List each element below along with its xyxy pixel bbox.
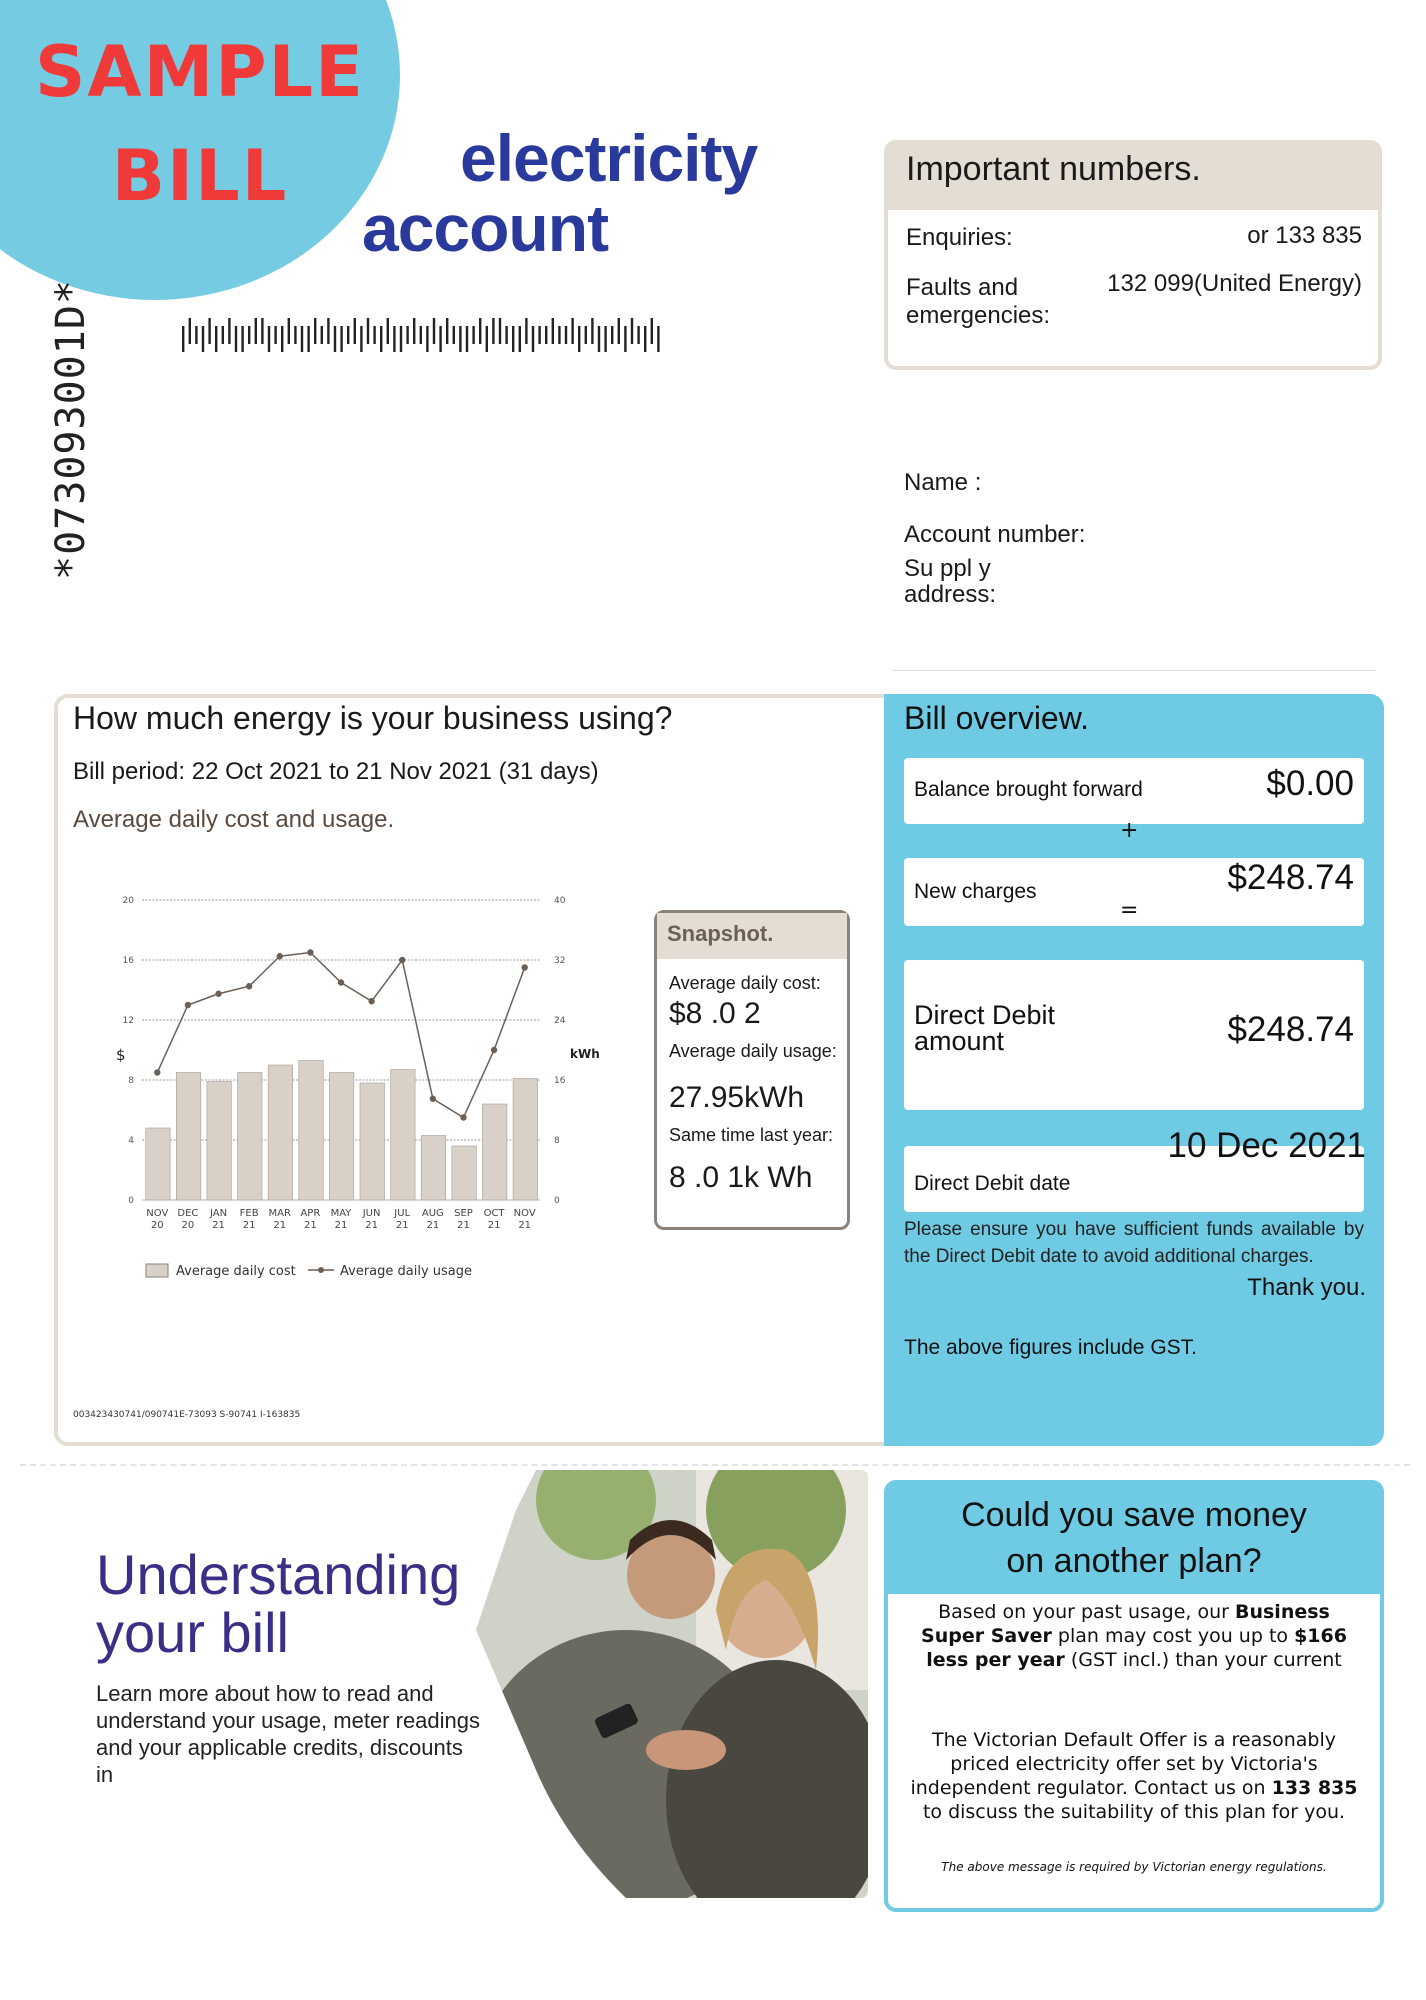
faults-phone-number: 132 099 bbox=[1107, 270, 1194, 297]
barcode-bar bbox=[519, 326, 521, 352]
x-tick-year: 21 bbox=[487, 1220, 501, 1231]
barcode-bar bbox=[453, 326, 455, 344]
barcode-bar bbox=[426, 326, 428, 352]
barcode-bar bbox=[248, 326, 250, 344]
understanding-title-line-2: your bill bbox=[96, 1601, 289, 1664]
divider bbox=[892, 670, 1376, 671]
barcode-bar bbox=[459, 326, 461, 352]
barcode-bar bbox=[235, 326, 237, 352]
brand-logo-line-1: electricity bbox=[460, 121, 758, 195]
barcode-bar bbox=[222, 326, 224, 344]
gst-note: The above figures include GST. bbox=[904, 1336, 1197, 1359]
x-tick-month: MAR bbox=[268, 1208, 291, 1219]
important-numbers-title: Important numbers. bbox=[888, 144, 1378, 210]
cost-bar bbox=[268, 1065, 292, 1200]
y-tick-right: 16 bbox=[554, 1076, 566, 1086]
x-tick-year: 21 bbox=[334, 1220, 348, 1231]
understanding-title bbox=[96, 1543, 461, 1664]
side-reference-code: *073093001D* bbox=[48, 279, 94, 580]
barcode-bar bbox=[255, 318, 257, 344]
x-tick-year: 21 bbox=[457, 1220, 470, 1231]
cost-bar bbox=[421, 1136, 445, 1201]
faults-label-line-2: emergencies: bbox=[906, 302, 1051, 329]
barcode-bar bbox=[208, 318, 210, 344]
save-money-offer bbox=[908, 1600, 1360, 1672]
barcode-bar bbox=[486, 326, 488, 352]
barcode-bar bbox=[387, 318, 389, 344]
y-tick-right: 24 bbox=[554, 1016, 566, 1026]
snapshot-title: Snapshot. bbox=[657, 913, 847, 959]
important-numbers-panel bbox=[884, 140, 1382, 370]
usage-point bbox=[368, 998, 374, 1004]
barcode-bar bbox=[631, 318, 633, 344]
offer-text-e: (GST incl.) than your current bbox=[1064, 1649, 1342, 1671]
y-axis-right-label: kWh bbox=[570, 1047, 600, 1061]
usage-point bbox=[521, 964, 527, 970]
barcode-bar bbox=[327, 318, 329, 344]
faults-phone[interactable] bbox=[1107, 270, 1362, 298]
usage-point bbox=[307, 949, 313, 955]
y-tick-left: 20 bbox=[122, 896, 134, 906]
new-charges-value: $248.74 bbox=[1227, 858, 1354, 897]
barcode-bar bbox=[611, 326, 613, 344]
legend-usage-label: Average daily usage bbox=[340, 1264, 473, 1279]
snapshot-card bbox=[654, 910, 850, 1230]
barcode-bar bbox=[321, 326, 323, 344]
barcode-bar bbox=[228, 318, 230, 344]
barcode-bar bbox=[446, 318, 448, 344]
snapshot-cost-label: Average daily cost: bbox=[669, 973, 821, 993]
cost-bar bbox=[452, 1146, 476, 1200]
barcode-bar bbox=[360, 326, 362, 352]
barcode-bar bbox=[347, 326, 349, 344]
barcode-bar bbox=[340, 326, 342, 352]
x-tick-month: JAN bbox=[209, 1208, 228, 1219]
x-tick-month: FEB bbox=[239, 1208, 259, 1219]
barcode-bar bbox=[294, 326, 296, 344]
save-title-line-2: on another plan? bbox=[1006, 1542, 1262, 1580]
bill-overview-title: Bill overview. bbox=[904, 700, 1089, 736]
offer-text-a: Based on your past usage, our bbox=[938, 1601, 1235, 1623]
barcode-bar bbox=[413, 318, 415, 344]
barcode-bar bbox=[334, 326, 336, 352]
y-tick-left: 4 bbox=[128, 1136, 134, 1146]
barcode-bar bbox=[354, 318, 356, 344]
enquiries-row bbox=[888, 210, 1378, 270]
postal-barcode bbox=[180, 318, 670, 352]
x-tick-year: 21 bbox=[273, 1220, 287, 1231]
cost-bar bbox=[513, 1079, 537, 1201]
barcode-bar bbox=[479, 318, 481, 344]
cost-bar bbox=[207, 1082, 231, 1201]
barcode-bar bbox=[261, 318, 263, 344]
snapshot-cost-value: $8 .0 2 bbox=[669, 997, 761, 1030]
usage-point bbox=[185, 1002, 191, 1008]
barcode-bar bbox=[301, 326, 303, 352]
x-tick-month: AUG bbox=[421, 1208, 444, 1219]
x-tick-year: 21 bbox=[426, 1220, 440, 1231]
understanding-body: Learn more about how to read and understand your usage, meter readings and your applicable credits, discounts in bbox=[96, 1681, 481, 1787]
barcode-bar bbox=[598, 326, 600, 352]
usage-point bbox=[491, 1047, 497, 1053]
barcode-bar bbox=[499, 318, 501, 344]
supply-address-label bbox=[904, 556, 996, 608]
barcode-bar bbox=[552, 318, 554, 344]
usage-point bbox=[246, 983, 252, 989]
barcode-bar bbox=[202, 326, 204, 352]
sample-line-2: BILL bbox=[111, 135, 289, 217]
vdo-phone[interactable]: 133 835 bbox=[1271, 1777, 1358, 1799]
barcode-bar bbox=[618, 318, 620, 344]
barcode-bar bbox=[288, 318, 290, 344]
cost-bar bbox=[299, 1061, 323, 1201]
faults-row bbox=[888, 270, 1378, 350]
x-tick-year: 21 bbox=[212, 1220, 225, 1231]
barcode-bar bbox=[241, 326, 243, 352]
x-tick-month: NOV bbox=[513, 1208, 536, 1219]
barcode-bar bbox=[466, 326, 468, 352]
barcode-bar bbox=[604, 326, 606, 352]
barcode-bar bbox=[367, 318, 369, 344]
balance-forward-card bbox=[904, 758, 1364, 824]
barcode-bar bbox=[406, 326, 408, 344]
usage-point bbox=[215, 991, 221, 997]
usage-point bbox=[399, 957, 405, 963]
legend-usage-marker bbox=[318, 1267, 324, 1273]
cost-bar bbox=[391, 1070, 415, 1201]
sample-line-1: SAMPLE bbox=[35, 31, 365, 113]
barcode-bar bbox=[400, 326, 402, 352]
energy-section-title: How much energy is your business using? bbox=[73, 700, 673, 736]
barcode-bar bbox=[380, 326, 382, 352]
name-label: Name : bbox=[904, 469, 982, 496]
usage-point bbox=[430, 1096, 436, 1102]
cost-bar bbox=[360, 1083, 384, 1200]
x-tick-month: JUL bbox=[394, 1208, 411, 1219]
save-money-panel bbox=[884, 1480, 1384, 1912]
snapshot-usage-label: Average daily usage: bbox=[669, 1041, 837, 1061]
barcode-bar bbox=[433, 318, 435, 344]
legend-cost-label: Average daily cost bbox=[176, 1264, 296, 1279]
brand-logo-line-2: account bbox=[362, 191, 609, 265]
barcode-bar bbox=[314, 318, 316, 344]
barcode-bar bbox=[525, 318, 527, 344]
balance-forward-value: $0.00 bbox=[1266, 764, 1354, 803]
barcode-bar bbox=[393, 326, 395, 352]
x-tick-month: MAY bbox=[330, 1208, 352, 1219]
barcode-bar bbox=[189, 318, 191, 344]
usage-point bbox=[277, 953, 283, 959]
x-tick-year: 20 bbox=[150, 1220, 164, 1231]
cost-bar bbox=[238, 1073, 262, 1201]
barcode-bar bbox=[651, 318, 653, 344]
snapshot-usage-value: 27.95kWh bbox=[669, 1081, 805, 1114]
dd-amount-label-line-1: Direct Debit bbox=[914, 1000, 1056, 1030]
barcode-bar bbox=[512, 326, 514, 352]
balance-forward-label: Balance brought forward bbox=[914, 778, 1143, 801]
equals-sign: = bbox=[1120, 898, 1139, 923]
barcode-bar bbox=[585, 326, 587, 344]
x-tick-year: 21 bbox=[304, 1220, 317, 1231]
y-tick-right: 32 bbox=[554, 956, 566, 966]
barcode-bar bbox=[274, 326, 276, 344]
enquiries-phone[interactable]: or 133 835 bbox=[1247, 222, 1362, 249]
new-charges-label: New charges bbox=[914, 880, 1037, 903]
direct-debit-amount-value: $248.74 bbox=[1227, 1010, 1354, 1049]
barcode-bar bbox=[624, 326, 626, 352]
save-title-line-1: Could you save money bbox=[961, 1496, 1307, 1534]
x-tick-year: 21 bbox=[365, 1220, 378, 1231]
save-money-title bbox=[888, 1484, 1380, 1594]
barcode-bar bbox=[538, 326, 540, 344]
regulation-note: The above message is required by Victorian energy regulations. bbox=[941, 1860, 1327, 1874]
y-tick-left: 0 bbox=[128, 1196, 134, 1206]
barcode-bar bbox=[558, 326, 560, 344]
x-tick-year: 20 bbox=[181, 1220, 195, 1231]
x-tick-year: 21 bbox=[242, 1220, 256, 1231]
sample-bill-stamp bbox=[30, 20, 370, 228]
barcode-bar bbox=[215, 326, 217, 352]
barcode-bar bbox=[195, 326, 197, 344]
direct-debit-date-value: 10 Dec 2021 bbox=[1167, 1126, 1366, 1165]
tear-off-divider bbox=[20, 1464, 1410, 1466]
reference-footer-code: 003423430741/090741E-73093 S-90741 I-163835 bbox=[73, 1410, 301, 1420]
vdo-text-c: to discuss the suitability of this plan for you. bbox=[922, 1801, 1346, 1823]
barcode-bar bbox=[268, 326, 270, 352]
vdo-text-a: The Victorian Default Offer is a reasonably priced electricity offer set by Victoria's independent regulator. Contact us on bbox=[910, 1729, 1337, 1799]
barcode-bar bbox=[439, 326, 441, 352]
barcode-bar bbox=[571, 318, 573, 344]
victorian-default-offer bbox=[908, 1728, 1360, 1824]
x-tick-month: OCT bbox=[483, 1208, 505, 1219]
cost-bar bbox=[176, 1073, 200, 1201]
barcode-bar bbox=[565, 326, 567, 344]
y-tick-left: 16 bbox=[122, 956, 134, 966]
cost-bar bbox=[329, 1073, 353, 1201]
understanding-title-line-1: Understanding bbox=[96, 1543, 461, 1606]
chart-subtitle: Average daily cost and usage. bbox=[73, 806, 395, 833]
barcode-bar bbox=[281, 326, 283, 352]
dd-amount-label-line-2: amount bbox=[914, 1026, 1005, 1056]
faults-label-line-1: Faults and bbox=[906, 274, 1019, 301]
x-tick-month: DEC bbox=[177, 1208, 199, 1219]
barcode-bar bbox=[532, 326, 534, 352]
direct-debit-amount-label bbox=[914, 1002, 1055, 1054]
snapshot-last-year-value: 8 .0 1k Wh bbox=[669, 1161, 813, 1194]
x-tick-month: JUN bbox=[362, 1208, 381, 1219]
offer-savings: $166 less per year bbox=[926, 1625, 1347, 1671]
offer-text-c: plan may cost you up to bbox=[1051, 1625, 1295, 1647]
barcode-bar bbox=[657, 326, 659, 352]
supply-label-line-1: Su ppl y bbox=[904, 555, 991, 582]
cost-bar bbox=[146, 1128, 170, 1200]
barcode-bar bbox=[472, 326, 474, 344]
y-tick-left: 12 bbox=[122, 1016, 134, 1026]
x-tick-year: 21 bbox=[395, 1220, 409, 1231]
legend-cost-swatch bbox=[146, 1264, 168, 1277]
usage-point bbox=[154, 1069, 160, 1075]
supply-label-line-2: address: bbox=[904, 581, 997, 608]
couple-photo bbox=[476, 1470, 868, 1898]
bill-period: Bill period: 22 Oct 2021 to 21 Nov 2021 (31 days) bbox=[73, 758, 599, 785]
barcode-bar bbox=[492, 318, 494, 344]
y-tick-right: 0 bbox=[554, 1196, 560, 1206]
barcode-bar bbox=[307, 326, 309, 352]
direct-debit-date-label: Direct Debit date bbox=[914, 1172, 1071, 1195]
x-tick-month: APR bbox=[300, 1208, 321, 1219]
x-tick-year: 21 bbox=[518, 1220, 532, 1231]
barcode-bar bbox=[505, 326, 507, 344]
snapshot-last-year-label: Same time last year: bbox=[669, 1125, 834, 1145]
faults-provider: (United Energy) bbox=[1193, 270, 1362, 297]
barcode-bar bbox=[578, 326, 580, 352]
direct-debit-note: Please ensure you have sufficient funds available by the Direct Debit date to avoid additional charges. bbox=[904, 1219, 1364, 1267]
usage-chart bbox=[100, 880, 620, 1300]
barcode-bar bbox=[373, 326, 375, 344]
y-tick-right: 8 bbox=[554, 1136, 560, 1146]
x-tick-month: NOV bbox=[146, 1208, 169, 1219]
cost-bar bbox=[482, 1104, 506, 1200]
usage-point bbox=[460, 1114, 466, 1120]
y-axis-left-label: $ bbox=[116, 1046, 126, 1064]
plus-sign: + bbox=[1120, 818, 1139, 843]
chart-legend bbox=[146, 1264, 472, 1279]
offer-plan-name: Business Super Saver bbox=[921, 1601, 1330, 1647]
y-tick-right: 40 bbox=[554, 896, 566, 906]
usage-point bbox=[338, 979, 344, 985]
barcode-bar bbox=[591, 318, 593, 344]
barcode-bar bbox=[182, 326, 184, 352]
faults-label bbox=[906, 274, 1050, 330]
barcode-bar bbox=[545, 326, 547, 344]
x-tick-month: SEP bbox=[454, 1208, 473, 1219]
barcode-bar bbox=[420, 326, 422, 344]
barcode-bar bbox=[644, 326, 646, 352]
direct-debit-amount-card bbox=[904, 960, 1364, 1110]
y-tick-left: 8 bbox=[128, 1076, 134, 1086]
account-number-label: Account number: bbox=[904, 521, 1086, 548]
barcode-bar bbox=[637, 326, 639, 344]
thank-you: Thank you. bbox=[1247, 1274, 1366, 1301]
enquiries-label: Enquiries: bbox=[906, 224, 1013, 251]
